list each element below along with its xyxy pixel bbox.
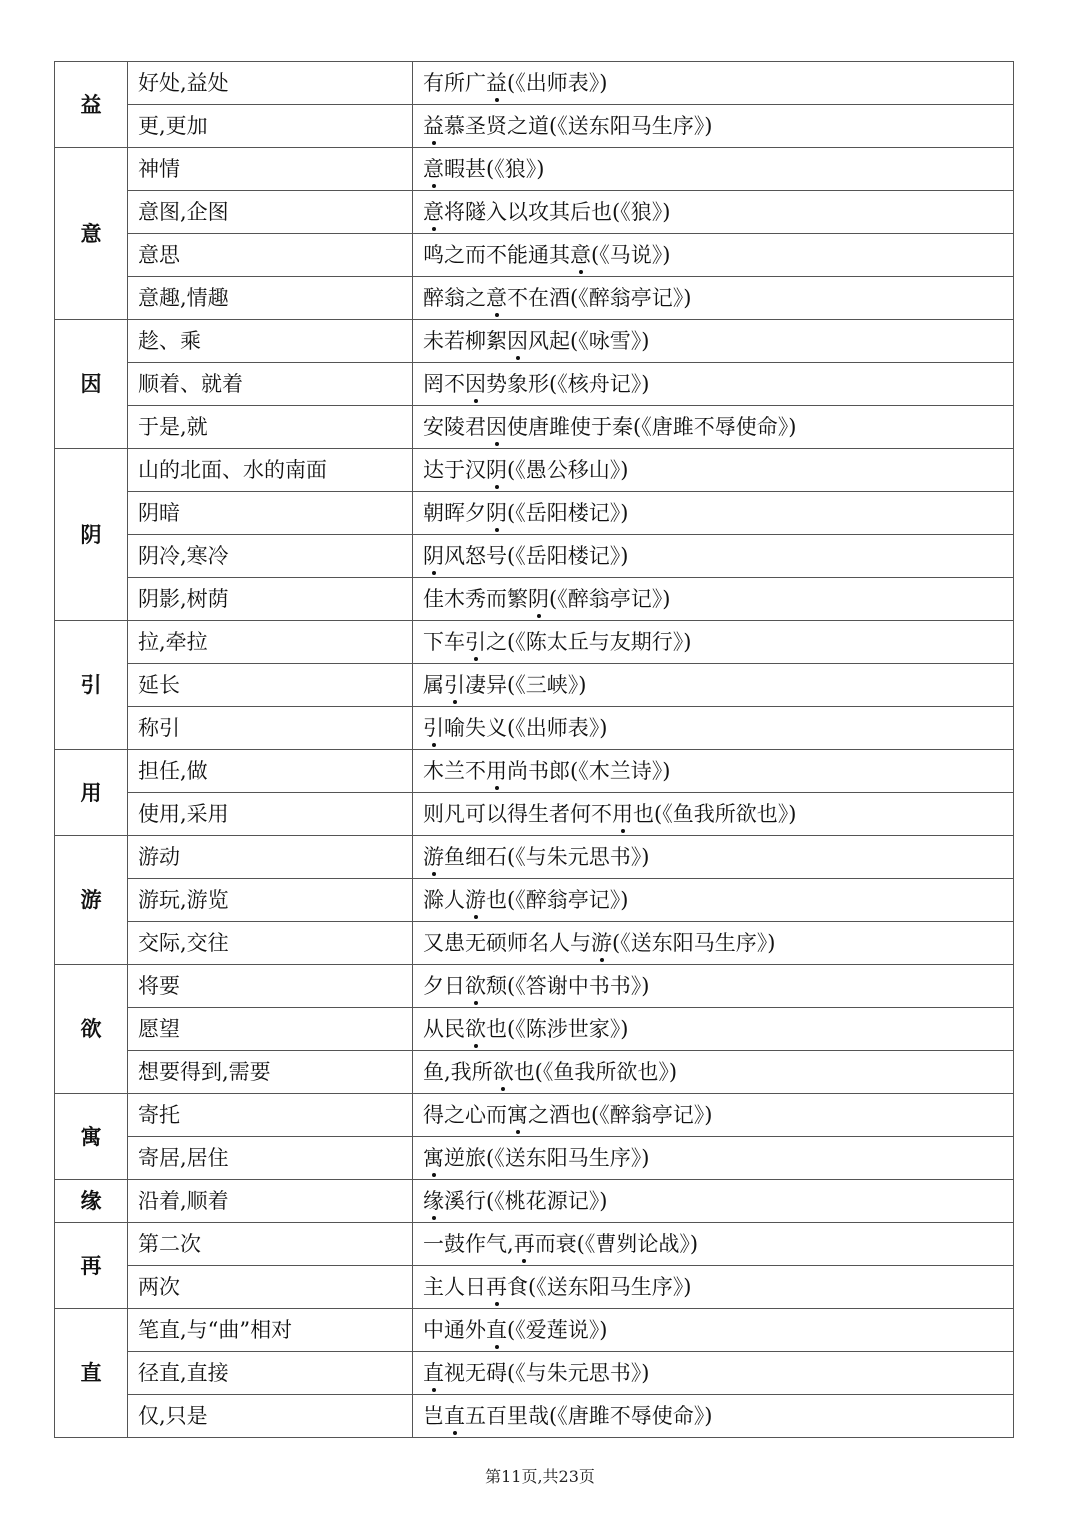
example-text: (《爱莲说》) [507,1318,608,1342]
example-text: 则凡可以得生者何不 [423,802,612,826]
example-text: 逆旅(《送东阳马生序》) [444,1146,650,1170]
meaning-cell: 两次 [128,1266,413,1309]
headword-cell: 游 [55,836,128,965]
headword-cell: 直 [55,1309,128,1438]
headword-cell: 再 [55,1223,128,1309]
meaning-cell: 神情 [128,148,413,191]
table-row [55,1051,1014,1094]
table-row [55,320,1014,363]
meaning-cell: 交际,交往 [128,922,413,965]
example-text: (《出师表》) [507,71,608,95]
meaning-cell: 想要得到,需要 [128,1051,413,1094]
example-cell [413,234,1014,277]
meaning-cell: 第二次 [128,1223,413,1266]
meaning-cell: 阴影,树荫 [128,578,413,621]
emphasized-character: 引 [465,621,486,663]
headword-cell: 用 [55,750,128,836]
example-text: (《醉翁亭记》) [549,587,671,611]
table-row [55,191,1014,234]
example-cell [413,492,1014,535]
example-text: 风怒号(《岳阳楼记》) [444,544,629,568]
meaning-cell: 游玩,游览 [128,879,413,922]
example-text: 属 [423,673,444,697]
emphasized-character: 阴 [486,492,507,534]
meaning-cell: 意趣,情趣 [128,277,413,320]
headword-cell: 引 [55,621,128,750]
meaning-cell: 顺着、就着 [128,363,413,406]
example-cell [413,105,1014,148]
example-cell [413,62,1014,105]
table-row [55,62,1014,105]
table-row [55,277,1014,320]
emphasized-character: 用 [612,793,633,835]
meaning-cell: 更,更加 [128,105,413,148]
example-text: 之酒也(《醉翁亭记》) [528,1103,713,1127]
example-text: 也(《鱼我所欲也》) [513,1060,678,1084]
meaning-cell: 将要 [128,965,413,1008]
emphasized-character: 因 [465,363,486,405]
emphasized-character: 欲 [493,1051,514,1093]
example-text: (《愚公移山》) [507,458,629,482]
example-cell [413,922,1014,965]
example-text: 滁人 [423,888,465,912]
example-text: 从民 [423,1017,465,1041]
example-cell [413,1309,1014,1352]
emphasized-character: 直 [444,1395,465,1437]
meaning-cell: 阴暗 [128,492,413,535]
meaning-cell: 愿望 [128,1008,413,1051]
emphasized-character: 阴 [423,535,444,577]
emphasized-character: 因 [507,320,528,362]
table-row [55,750,1014,793]
example-cell [413,578,1014,621]
table-row [55,1352,1014,1395]
table-row [55,836,1014,879]
table-row [55,621,1014,664]
emphasized-character: 引 [444,664,465,706]
example-text: 之(《陈太丘与友期行》) [486,630,692,654]
meaning-cell: 阴冷,寒冷 [128,535,413,578]
example-text: 中通外 [423,1318,486,1342]
example-text: (《岳阳楼记》) [507,501,629,525]
table-row [55,664,1014,707]
example-cell [413,1180,1014,1223]
meaning-cell: 寄居,居住 [128,1137,413,1180]
meaning-cell: 意图,企图 [128,191,413,234]
table-row [55,1309,1014,1352]
headword-cell: 缘 [55,1180,128,1223]
table-row [55,578,1014,621]
example-cell [413,363,1014,406]
meaning-cell: 担任,做 [128,750,413,793]
headword-cell: 寓 [55,1094,128,1180]
emphasized-character: 寓 [507,1094,528,1136]
example-text: 一鼓作气, [423,1232,514,1256]
example-cell [413,965,1014,1008]
example-text: 将隧入以攻其后也(《狼》) [444,200,671,224]
example-text: 而衰(《曹刿论战》) [534,1232,699,1256]
table-row [55,1395,1014,1438]
example-text: 鱼,我所 [423,1060,493,1084]
headword-cell: 益 [55,62,128,148]
example-text: 凄异(《三峡》) [465,673,587,697]
meaning-cell: 山的北面、水的南面 [128,449,413,492]
example-text: 不在酒(《醉翁亭记》) [507,286,692,310]
emphasized-character: 意 [423,148,444,190]
example-cell [413,836,1014,879]
table-row [55,1266,1014,1309]
table-row [55,105,1014,148]
meaning-cell: 沿着,顺着 [128,1180,413,1223]
headword-cell: 欲 [55,965,128,1094]
page-footer: 第11页,共23页 [485,1467,595,1486]
headword-cell: 因 [55,320,128,449]
example-text: 未若柳絮 [423,329,507,353]
headword-cell: 阴 [55,449,128,621]
emphasized-character: 寓 [423,1137,444,1179]
example-text: 朝晖夕 [423,501,486,525]
example-cell [413,277,1014,320]
emphasized-character: 直 [423,1352,444,1394]
meaning-cell: 拉,牵拉 [128,621,413,664]
table-row [55,406,1014,449]
table-row [55,1137,1014,1180]
example-text: 暇甚(《狼》) [444,157,545,181]
example-text: 佳木秀而繁 [423,587,528,611]
example-text: 溪行(《桃花源记》) [444,1189,608,1213]
example-cell [413,1094,1014,1137]
example-text: 慕圣贤之道(《送东阳马生序》) [444,114,713,138]
example-cell [413,1266,1014,1309]
example-text: 岂 [423,1404,444,1428]
example-text: 木兰不 [423,759,486,783]
table-row [55,1180,1014,1223]
meaning-cell: 笔直,与“曲”相对 [128,1309,413,1352]
example-cell [413,707,1014,750]
emphasized-character: 因 [486,406,507,448]
emphasized-character: 游 [591,922,612,964]
emphasized-character: 引 [423,707,444,749]
table-row [55,1008,1014,1051]
example-text: (《马说》) [591,243,671,267]
example-cell [413,1223,1014,1266]
example-text: 醉翁之 [423,286,486,310]
table-row [55,492,1014,535]
example-text: 也(《鱼我所欲也》) [633,802,797,826]
meaning-cell: 于是,就 [128,406,413,449]
example-text: 视无碍(《与朱元思书》) [444,1361,650,1385]
example-text: 下车 [423,630,465,654]
example-cell [413,535,1014,578]
emphasized-character: 欲 [465,965,486,1007]
meaning-cell: 仅,只是 [128,1395,413,1438]
example-cell [413,1051,1014,1094]
example-cell [413,148,1014,191]
meaning-cell: 径直,直接 [128,1352,413,1395]
headword-cell: 意 [55,148,128,320]
table-row [55,234,1014,277]
emphasized-character: 益 [486,62,507,104]
example-cell [413,664,1014,707]
emphasized-character: 意 [570,234,591,276]
emphasized-character: 再 [514,1223,535,1265]
emphasized-character: 阴 [486,449,507,491]
example-text: 有所广 [423,71,486,95]
emphasized-character: 用 [486,750,507,792]
example-text: 夕日 [423,974,465,998]
example-text: 喻失义(《出师表》) [444,716,608,740]
table-row [55,1223,1014,1266]
meaning-cell: 称引 [128,707,413,750]
emphasized-character: 阴 [528,578,549,620]
example-text: 五百里哉(《唐雎不辱使命》) [465,1404,713,1428]
emphasized-character: 再 [486,1266,507,1308]
emphasized-character: 游 [465,879,486,921]
example-text: 尚书郎(《木兰诗》) [507,759,671,783]
table-row [55,793,1014,836]
example-text: (《送东阳马生序》) [612,931,776,955]
vocabulary-table [54,61,1014,1438]
meaning-cell: 游动 [128,836,413,879]
example-text: 食(《送东阳马生序》) [507,1275,692,1299]
example-cell [413,793,1014,836]
example-cell [413,1137,1014,1180]
example-text: 也(《醉翁亭记》) [486,888,629,912]
emphasized-character: 游 [423,836,444,878]
meaning-cell: 意思 [128,234,413,277]
example-text: 又患无硕师名人与 [423,931,591,955]
meaning-cell: 寄托 [128,1094,413,1137]
example-cell [413,879,1014,922]
example-text: 鸣之而不能通其 [423,243,570,267]
emphasized-character: 意 [423,191,444,233]
table-row [55,148,1014,191]
emphasized-character: 欲 [465,1008,486,1050]
example-cell [413,1352,1014,1395]
example-text: 安陵君 [423,415,486,439]
example-cell [413,750,1014,793]
example-cell [413,191,1014,234]
example-cell [413,449,1014,492]
example-text: 主人日 [423,1275,486,1299]
example-text: 鱼细石(《与朱元思书》) [444,845,650,869]
example-text: 也(《陈涉世家》) [486,1017,629,1041]
example-cell [413,320,1014,363]
example-text: 罔不 [423,372,465,396]
meaning-cell: 趁、乘 [128,320,413,363]
example-cell [413,1008,1014,1051]
example-cell [413,621,1014,664]
table-row [55,879,1014,922]
table-row [55,707,1014,750]
example-text: 使唐雎使于秦(《唐雎不辱使命》) [507,415,797,439]
example-cell [413,1395,1014,1438]
vocabulary-table-body [55,62,1014,1438]
emphasized-character: 缘 [423,1180,444,1222]
meaning-cell: 使用,采用 [128,793,413,836]
emphasized-character: 直 [486,1309,507,1351]
example-text: 势象形(《核舟记》) [486,372,650,396]
emphasized-character: 益 [423,105,444,147]
emphasized-character: 意 [486,277,507,319]
table-row [55,965,1014,1008]
table-row [55,363,1014,406]
example-cell [413,406,1014,449]
table-row [55,922,1014,965]
table-row [55,449,1014,492]
example-text: 得之心而 [423,1103,507,1127]
example-text: 颓(《答谢中书书》) [486,974,650,998]
example-text: 达于汉 [423,458,486,482]
example-text: 风起(《咏雪》) [528,329,650,353]
table-row [55,535,1014,578]
meaning-cell: 延长 [128,664,413,707]
table-row [55,1094,1014,1137]
meaning-cell: 好处,益处 [128,62,413,105]
